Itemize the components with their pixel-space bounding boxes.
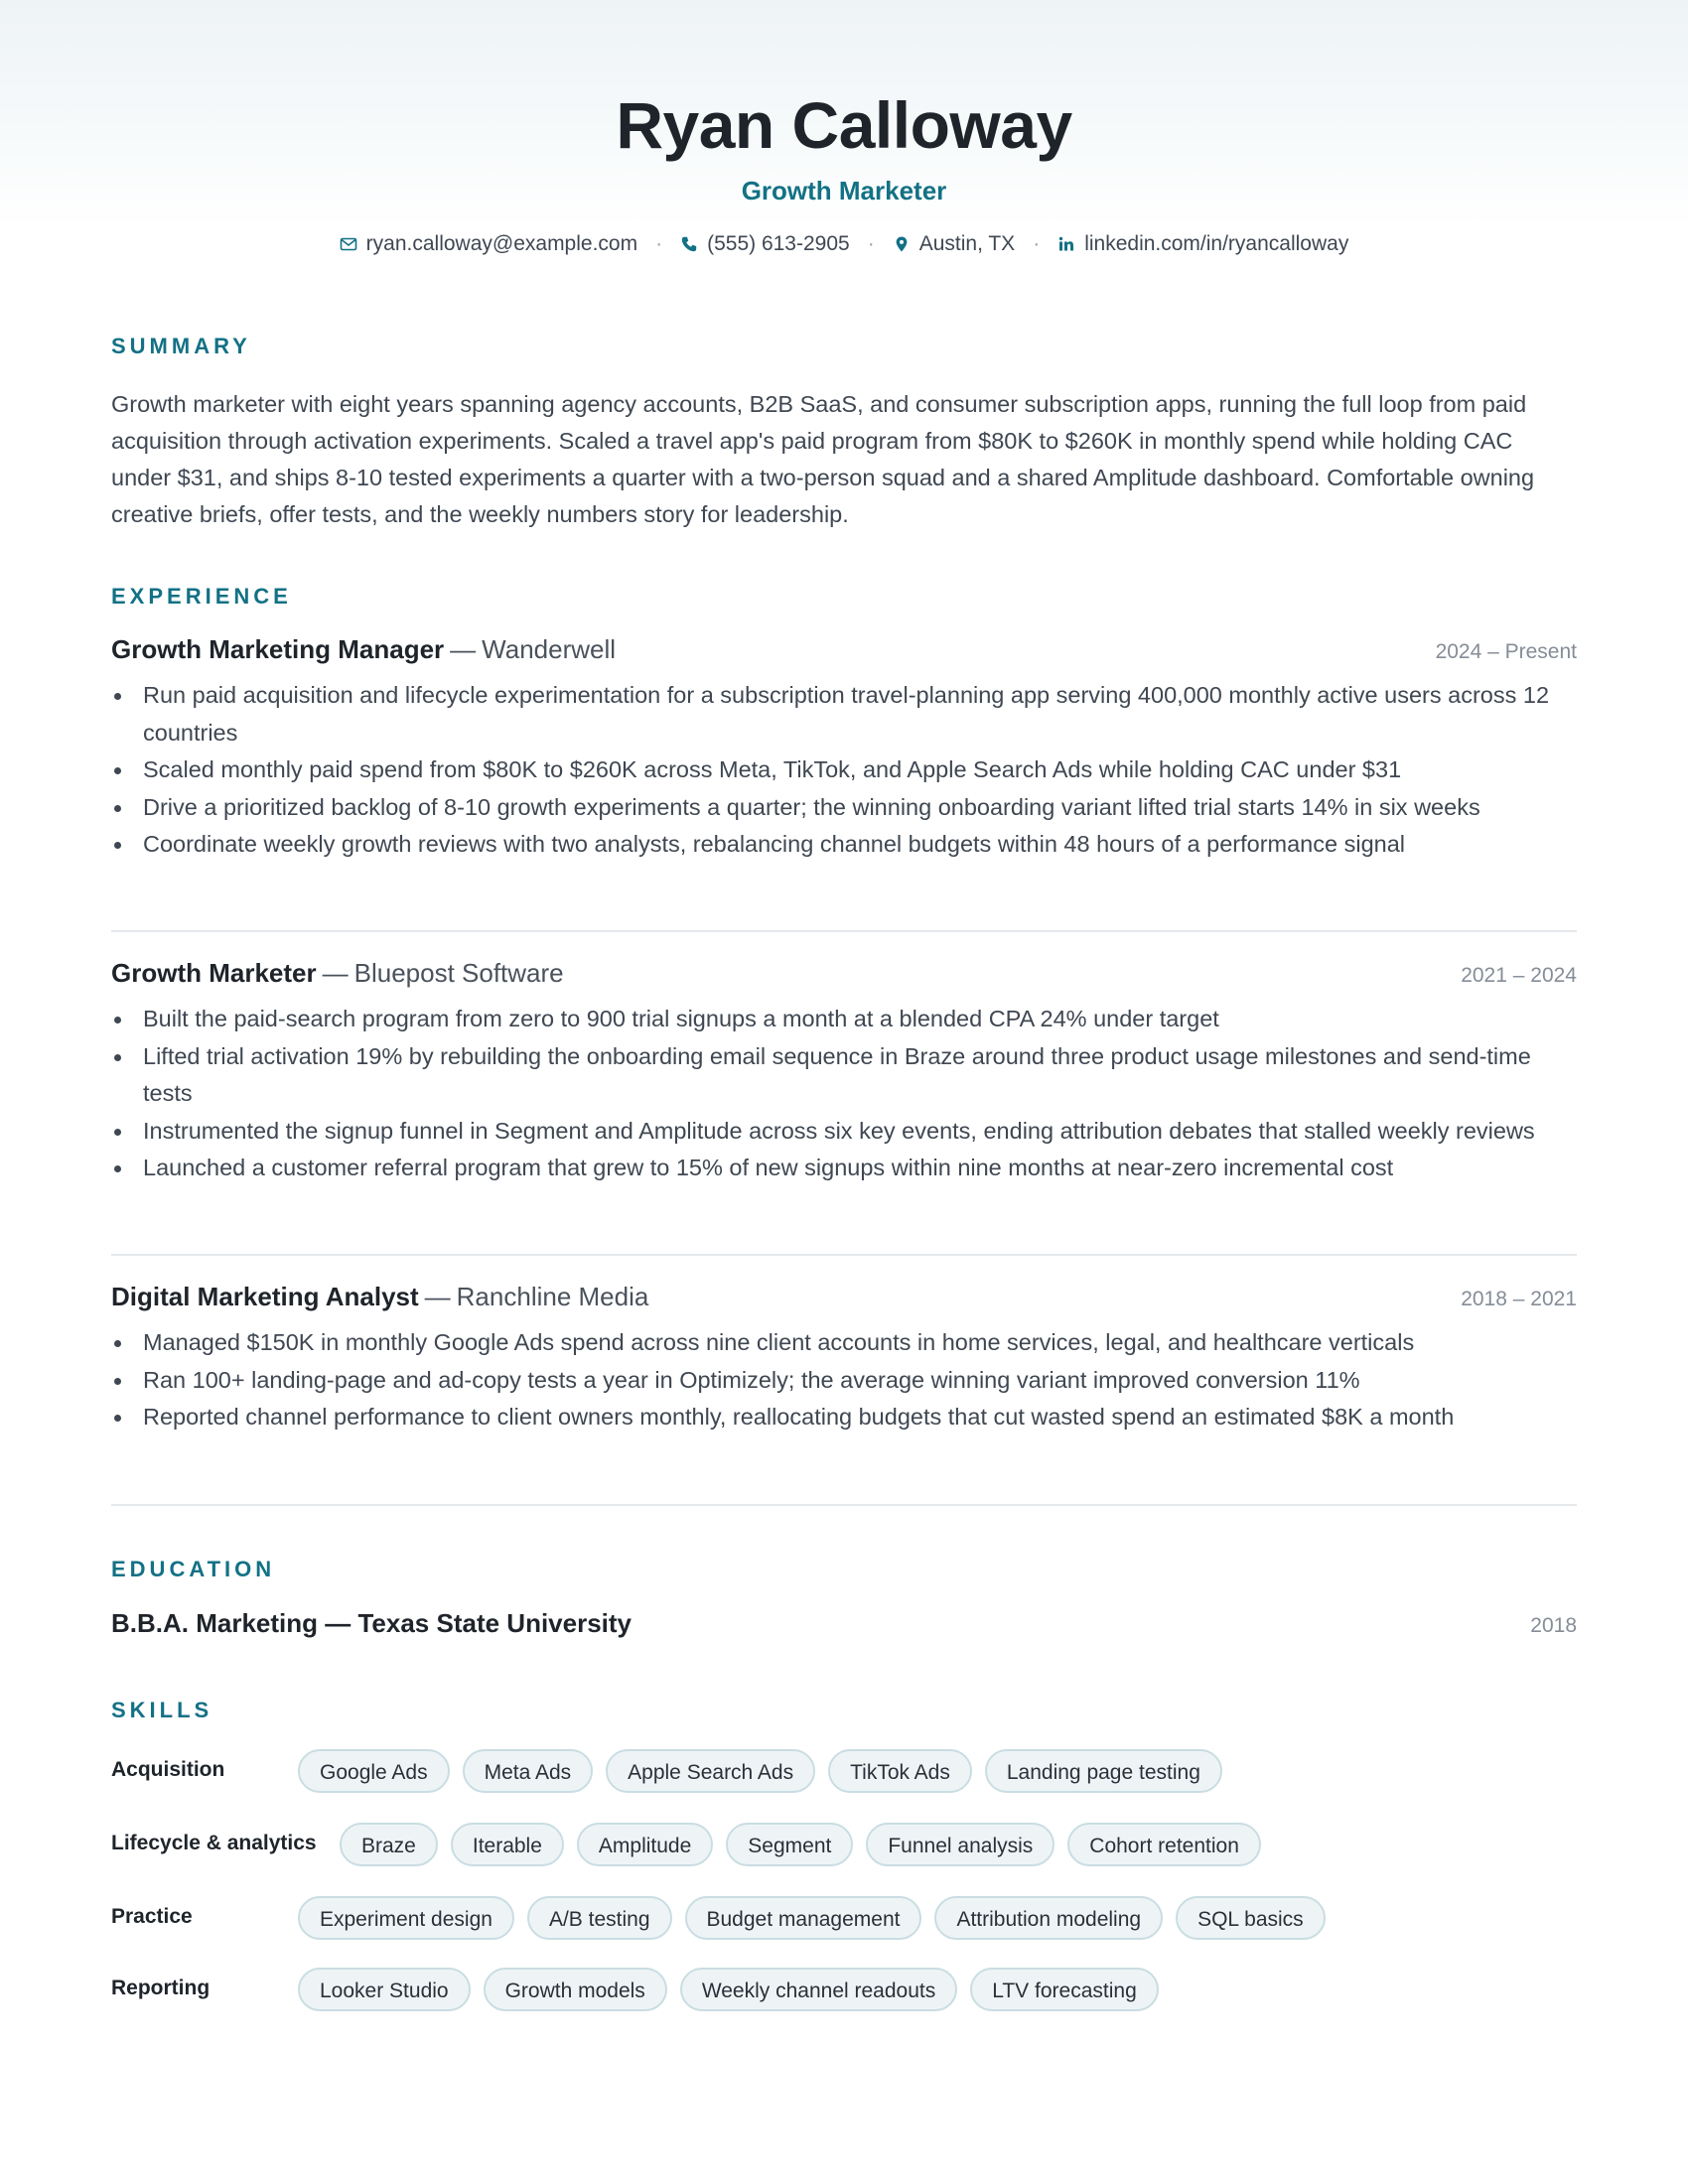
skill-chip: SQL basics	[1176, 1896, 1326, 1940]
skill-chip: Iterable	[451, 1823, 564, 1866]
job-entry	[111, 634, 1577, 864]
education-year: 2018	[1530, 1614, 1577, 1637]
job-divider	[111, 1504, 1577, 1506]
job-bullets	[111, 1001, 1577, 1187]
skill-chip: Weekly channel readouts	[680, 1968, 957, 2011]
job-company: Bluepost Software	[353, 958, 564, 988]
job-bullet: Instrumented the signup funnel in Segment and Amplitude across six key events, ending attribution debates that stalled weekly reviews	[111, 1113, 1577, 1151]
job-bullet: Managed $150K in monthly Google Ads spend across nine client accounts in home services, legal, and healthcare verticals	[111, 1324, 1577, 1362]
job-bullet: Lifted trial activation 19% by rebuilding the onboarding email sequence in Braze around three product usage milestones and send-time tests	[111, 1038, 1577, 1113]
mail-icon	[340, 235, 357, 253]
education-degree: B.B.A. Marketing — Texas State University	[111, 1608, 633, 1638]
job-dates: 2018 – 2021	[1461, 1288, 1577, 1310]
job-bullets	[111, 1324, 1577, 1436]
contact-phone-text: (555) 613-2905	[707, 232, 850, 255]
job-divider	[111, 930, 1577, 932]
contact-bar	[0, 232, 1688, 256]
contact-location	[893, 232, 1016, 256]
job-bullet: Reported channel performance to client owners monthly, reallocating budgets that cut wasted spend an estimated $8K a month	[111, 1399, 1577, 1436]
job-dates: 2024 – Present	[1435, 640, 1577, 663]
skill-chip: TikTok Ads	[828, 1749, 972, 1793]
job-bullet: Ran 100+ landing-page and ad-copy tests a year in Optimizely; the average winning variant improved conversion 11%	[111, 1362, 1577, 1400]
phone-icon	[680, 235, 698, 253]
skill-group-label: Reporting	[111, 1977, 211, 1999]
job-dash: —	[322, 958, 349, 988]
skill-chips	[298, 1896, 1326, 1940]
skill-group-label: Acquisition	[111, 1758, 225, 1781]
skill-chip: Google Ads	[298, 1749, 450, 1793]
skill-chip: Cohort retention	[1067, 1823, 1261, 1866]
contact-separator: ·	[867, 232, 875, 255]
resume-header	[0, 0, 1688, 256]
job-header	[111, 634, 1577, 665]
skill-chip: Amplitude	[577, 1823, 713, 1866]
job-dates: 2021 – 2024	[1461, 964, 1577, 987]
skill-group	[111, 1968, 1577, 2011]
job-divider	[111, 1254, 1577, 1256]
contact-linkedin[interactable]	[1057, 232, 1348, 256]
job-company: Ranchline Media	[456, 1282, 649, 1311]
skill-chip: Segment	[726, 1823, 853, 1866]
skill-chip: Growth models	[484, 1968, 667, 2011]
job-title: Growth Marketer	[111, 958, 317, 988]
contact-separator: ·	[1033, 232, 1041, 255]
contact-email-text: ryan.calloway@example.com	[365, 232, 638, 255]
location-pin-icon	[893, 235, 911, 253]
skill-chip: Meta Ads	[463, 1749, 594, 1793]
skill-chip: Budget management	[685, 1896, 922, 1940]
skill-chips	[298, 1968, 1159, 2011]
education-heading: EDUCATION	[111, 1557, 276, 1581]
job-title: Growth Marketing Manager	[111, 634, 445, 664]
job-bullets	[111, 677, 1577, 864]
contact-phone[interactable]	[680, 232, 850, 256]
job-company: Wanderwell	[482, 634, 617, 664]
job-header	[111, 1282, 1577, 1312]
job-bullet: Run paid acquisition and lifecycle experimentation for a subscription travel-planning app serving 400,000 monthly active users across 12 countries	[111, 677, 1577, 751]
candidate-role: Growth Marketer	[741, 176, 947, 205]
contact-linkedin-text: linkedin.com/in/ryancalloway	[1084, 232, 1349, 255]
skill-chip: Braze	[340, 1823, 438, 1866]
skill-group	[111, 1749, 1577, 1793]
job-dash: —	[424, 1282, 451, 1311]
job-entry	[111, 1282, 1577, 1436]
job-bullet: Drive a prioritized backlog of 8-10 growth experiments a quarter; the winning onboarding variant lifted trial starts 14% in six weeks	[111, 789, 1577, 827]
experience-heading: EXPERIENCE	[111, 584, 292, 609]
job-bullet: Coordinate weekly growth reviews with two analysts, rebalancing channel budgets within 48 hours of a performance signal	[111, 826, 1577, 864]
skill-chip: Landing page testing	[985, 1749, 1222, 1793]
contact-location-text: Austin, TX	[918, 232, 1016, 255]
job-header	[111, 958, 1577, 989]
summary-heading: SUMMARY	[111, 334, 251, 358]
skill-group-label: Lifecycle & analytics	[111, 1832, 317, 1854]
skill-chips	[340, 1823, 1261, 1866]
skill-group	[111, 1896, 1577, 1940]
skill-chip: Apple Search Ads	[606, 1749, 815, 1793]
education-entry	[111, 1608, 1577, 1639]
contact-email[interactable]	[340, 232, 637, 256]
skill-chip: Funnel analysis	[866, 1823, 1055, 1866]
job-dash: —	[450, 634, 477, 664]
summary-text: Growth marketer with eight years spanning agency accounts, B2B SaaS, and consumer subscription apps, running the full loop from paid acquisition through activation experiments. Scaled a travel app's paid program from $80K to $260K in monthly spend while holding CAC under $31, and ships 8-10 tested experiments a quarter with a two-person squad and a shared Amplitude dashboard. Comfortable owning creative briefs, offer tests, and the weekly numbers story for leadership.	[111, 391, 1535, 527]
linkedin-icon	[1057, 235, 1075, 253]
skill-chip: Attribution modeling	[934, 1896, 1163, 1940]
skill-chip: Looker Studio	[298, 1968, 471, 2011]
skill-group	[111, 1823, 1577, 1866]
candidate-name: Ryan Calloway	[616, 88, 1072, 162]
skill-chip: Experiment design	[298, 1896, 514, 1940]
skill-group-label: Practice	[111, 1905, 193, 1928]
skill-chip: LTV forecasting	[970, 1968, 1159, 2011]
job-bullet: Launched a customer referral program that grew to 15% of new signups within nine months at near-zero incremental cost	[111, 1150, 1577, 1187]
skill-chips	[298, 1749, 1222, 1793]
skill-chip: A/B testing	[527, 1896, 672, 1940]
job-bullet: Built the paid-search program from zero to 900 trial signups a month at a blended CPA 24% under target	[111, 1001, 1577, 1038]
skills-heading: SKILLS	[111, 1698, 213, 1722]
job-bullet: Scaled monthly paid spend from $80K to $260K across Meta, TikTok, and Apple Search Ads while holding CAC under $31	[111, 751, 1577, 789]
contact-separator: ·	[655, 232, 663, 255]
job-entry	[111, 958, 1577, 1187]
job-title: Digital Marketing Analyst	[111, 1282, 419, 1311]
